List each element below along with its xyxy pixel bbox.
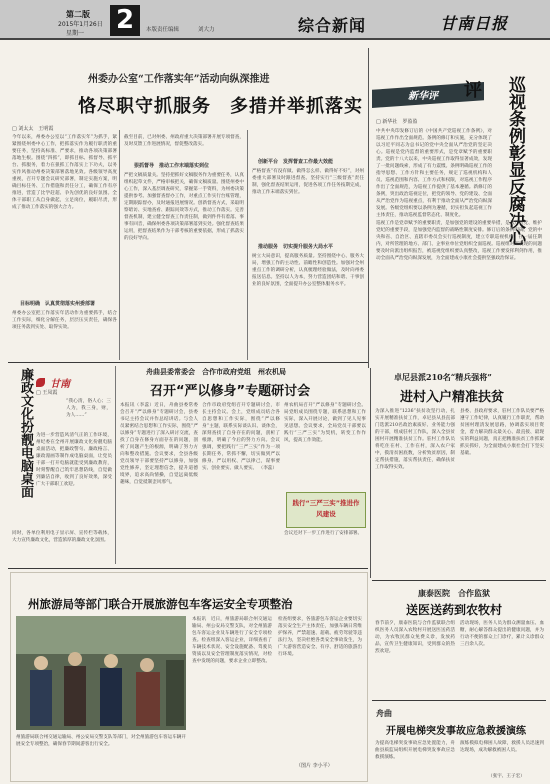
xinhua-headline-text: 巡视条例彰显反腐决心 (505, 76, 525, 246)
zhouqu-kicker: 舟曲县委常委会 合作市政府党组 州农机局 (146, 367, 286, 376)
editor-name: 刘大力 (198, 27, 215, 33)
lead-body-col2: 截至目前，已对州委、州政府重大决策部署开展专项督查，及时反馈工作进展情况，督促整改落实。 (124, 135, 244, 147)
section-title: 综合新闻 (298, 16, 367, 35)
zhuoni-headline: 进村入户精准扶贫 (400, 390, 505, 405)
lianzheng-body-wide: 同时，各单位利用电子显示屏、宣传栏等载体，大力宣传廉政文化，营造浓厚的廉政文化氛围。 (12, 531, 112, 543)
lianzheng-quote: “我心清，俗人心；三人为，我三身，财，为人……” (66, 399, 111, 418)
kangle-kicker: 康泰医院 合作监狱 (418, 588, 490, 598)
gannan-leaf-icon (36, 378, 45, 387)
tourism-body-col2: 本报讯 近日，州旅游局联合州交通运输局、州公安局交警支队，对全州旅游包车客运企业及车辆进行了安全专项检查。检查组深入客运企业，详细查看了车辆技术状况、安全设施配备、驾驶员资质以及安全管理制度落实情况，对检查中发现的问题，要求企业立即整改。 (192, 617, 272, 664)
lead-body-col1b: 州委办公室把工作落实年活动作为重要抓手，结合工作实际，细化分解任务，层层压实责任，确保各项任务落到实处、取得实效。 (12, 311, 117, 330)
kangle-headline: 送医送药到农牧村 (406, 603, 503, 617)
tourism-headline: 州旅游局等部门联合开展旅游包车客运安全专项整治 (28, 597, 293, 611)
person-figure (68, 652, 82, 666)
lianzheng-title-text: 廉政文化扮靓电脑桌面 (18, 368, 33, 498)
zhouqu-body-col2: 合作市政府党组召开专题研讨会，市长主持会议。会上，党组成员结合各自思想和工作实际，围绕“严以修身”主题，联系实际谈认识、谈体会，深刻查找了自身存在的问题，剖析了根源，明确了今后的努力方向。会议强调，要把践行“三严三实”作为一项长期任务，常抓不懈，切实做到严以修身、严以用权、严以律己，谋事要实、创业要实、做人要实。 （李蕊） (202, 403, 280, 471)
zhuoni-kicker: 卓尼县派210名“精兵强将” (394, 372, 492, 382)
weekday: 星期一 (66, 30, 85, 37)
lead-sub2: 狠抓督导 推动工作末端落实到位 (134, 163, 210, 169)
zhouqu-body-col3: 州农机局召开“严以修身”专题研讨会。局党组成员围绕专题，联系思想和工作实际，深入开展讨论，做到了见人见事见思想。会议要求，全局党员干部要以践行“三严三实”为契机，转变工作作风，提高工作效能。 (284, 403, 366, 443)
tourism-body-col3: 检查组要求，各旅游包车客运企业要切实落实安全生产主体责任，加强车辆日常维护保养，严禁超速、超载、疲劳驾驶等违法行为，坚决杜绝各类安全事故发生，为广大游客营造安全、有序、舒适的旅游出行环境。 (278, 617, 362, 657)
masthead-rule (0, 38, 550, 40)
lianzheng-byline: □ 王凤霞 (36, 390, 58, 396)
zhuoni-body-col2: 县委、县政府要求，驻村工作队员要严格遵守工作纪律，认真履行工作职责，帮助贫困村理清发展思路，协调落实项目资金，着力解决群众最关心、最直接、最现实的利益问题，真正把精准扶贫工作抓紧抓实抓好，为全面建成小康社会打下坚实基础。 (460, 409, 544, 456)
lead-body-col3b: 树立大局意识，提高服务质量。坚持围绕中心、服务大局，增强工作的主动性、前瞻性和创造性。加强对全州重点工作的调研分析，认真梳理经验做法，及时向州委报送信息。坚持以人为本，努力营造团结和谐、干事创业的良好氛围，全面提升办公室整体服务水平。 (252, 254, 364, 287)
zhouqu-stamp-text: 践行“三严三实”推进作风建设 (292, 499, 360, 518)
editor-label: 本版责任编辑 (146, 27, 180, 33)
page-number-box (110, 5, 140, 36)
tourism-body-col1: 州旅游局联合州交通运输局、州公安局交警支队等部门，对全州旅游包车客运车辆开展安全专项整治，确保春节期间游客出行安全。 (16, 735, 186, 747)
xinhua-byline: □ 新华社 罗盈盈 (376, 119, 418, 125)
zhouqu-stamp (286, 492, 366, 528)
kangle-body-col1: 春节前夕，康泰医院与合作监狱联合组织医务人员深入农牧村开展送医送药活动，为农牧民群众免费义诊，发放药品，宣传卫生健康知识，受到群众的热烈欢迎。 (375, 621, 455, 654)
lead-sub1: 目标明确 认真贯彻落实州委部署 (20, 301, 96, 307)
issue-date: 2015年1月26日 (58, 21, 103, 28)
lead-body-col3: 严格督查“有没有做、做得怎么样、做得好不好”，对州委重大部署及时跟进督查。坚持实行“三级督查”责任制，强化督查结果运用，促进各项工作任务按期完成，推动工作末端落实到位。 (252, 169, 364, 195)
lead-sub3: 创新平台 发挥督查工作最大效能 (258, 159, 334, 165)
lead-sub4: 推动服务 切实提升服务大局水平 (258, 244, 334, 250)
tourism-photo-credit: （图片 李小平） (296, 763, 333, 769)
zhouqu-brief-headline: 开展电梯突发事故应急救援演练 (386, 726, 526, 737)
paper-logo: 甘南日报 (440, 14, 509, 33)
person-figure (140, 658, 154, 672)
tourism-photo (16, 616, 186, 730)
person-figure (34, 656, 48, 670)
edition-label: 第二版 (66, 10, 90, 19)
lianzheng-brand-text: 甘南 (50, 379, 71, 390)
lianzheng-title (12, 368, 34, 528)
lead-body-col2b: 严把文稿质量关。坚持把抓好文稿服务作为重要任务，认真组织起草文件，严格审核把关，确保文稿质量。围绕州委中心工作，深入基层调查研究，掌握第一手资料，为州委决策提供参考。加强督查督办工作，对重点工作实行台账管理，定期跟踪督办，及时通报进展情况。创新督查方式，采取明察暗访、实地查看、跟踪问效等方式，推动工作落实。完善督查机制，建立健全督查工作责任制，做到件件有着落、事事有回音，确保州委各项决策部署落到实处。强化督查结果运用，把督查结果作为干部考核的重要依据，形成了抓落实的良好导向。 (124, 173, 244, 241)
person-figure (104, 654, 118, 668)
lead-kicker: 州委办公室“工作落实年”活动向纵深推进 (88, 74, 270, 85)
zhuoni-body-col1: 为深入推进“1236”扶贫攻坚行动，扎实开展精准扶贫工作，卓尼县从县直部门选派210名政治素质好、业务能力强的干部，组成驻村工作队，深入全县贫困村开展精准扶贫工作。驻村工作队员将吃住在村、工作在村，深入农户家中，摸清贫困底数，分析致贫原因，制定帮扶措施，落实帮扶责任，确保扶贫工作取得实效。 (375, 409, 455, 470)
zhouqu-brief-body-col2: 演练模拟电梯困人故障，救援人员迅速到达现场，成功解救被困人员。 (460, 741, 544, 753)
zhouqu-brief-kicker: 舟曲 (376, 708, 392, 718)
ink-brush-icon: 评 (464, 80, 482, 101)
xinhua-banner-label: 新华评 (408, 91, 438, 102)
zhouqu-headline: 召开“严以修身”专题研讨会 (150, 384, 311, 399)
lianzheng-body: 为进一步营造风清气正的工作环境，州纪委在全州开展廉政文化扮靓电脑桌面活动，把廉政警句、廉政格言、廉政漫画等制作成电脑桌面，让党员干部一打开电脑就能受到廉政教育，时刻警醒自己筑牢思想防线，自觉做到廉洁自律，收到了良好效果，深受广大干部职工欢迎。 (36, 433, 112, 487)
xinhua-body-lower: 巡视工作是党章赋予的重要职责，是加强党的建设的重要举措，是从严治党、维护党纪的重要手段，是加强党内监督的战略性制度安排。修订后的条例明确，党的中央和省、自治区、直辖市委员会实行巡视制度，建立专职巡视机构，在一届任期内，对所管理的地方、部门、企事业单位党组织全面巡视。巡视组对所发现的问题要及时向派出组织报告，被巡视党组织要认真整改，巡视工作要发挥利剑作用，推动全面从严治党向纵深发展，为全面建成小康社会提供坚强政治保证。 (376, 221, 542, 261)
lead-body-col1: 今年以来，州委办公室以“工作落实年”为抓手，紧紧围绕州委中心工作，把抓落实作为履行职责的重要任务，坚持高标准、严要求，推动各项决策部署落地生根。围绕“四抓”，即抓目标、抓督导、抓平台、抓服务，着力在狠抓工作落实上下功夫，以务实作风推动州委决策部署落地见效。各级领导高度重视，召开专题会议研究部署，制定实施方案，明确目标任务、工作措施和责任分工，确保工作有序推进，营造了比学赶超、争先创优的良好氛围。全体干部职工从自身做起，立足岗位，履职尽责，形成了推动工作落实的强大合力。 (12, 135, 117, 210)
page-number: 2 (115, 5, 135, 35)
lead-byline: □ 刘太太 王明霞 (12, 126, 54, 132)
masthead (0, 0, 550, 40)
zhouqu-brief-credit: （张宇、王子宏） (488, 774, 525, 779)
zhouqu-photo-credit: （李蕊） (258, 466, 277, 471)
kangle-body-col2: 活动现场，医务人员为群众测量血压、血糖，耐心解答群众提出的健康问题，并为行动不便的群众上门诊疗，累计义诊群众三百余人次。 (460, 621, 544, 647)
zhouqu-body-col1: 本报讯（李蕊）近日，舟曲县委常委会召开“严以修身”专题研讨会，县委书记主持会议并作总结讲话。与会人员紧密结合思想和工作实际，围绕“严以修身”专题进行了深入研讨交流，查找了自身在修身方面存在的问题，剖析了问题产生的根源，明确了努力方向和整改措施。会议要求，全县各级党员领导干部要坚持严以修身，加强党性修养，坚定理想信念，提升道德境界，追求高尚情操，自觉远离低级趣味，自觉抵制歪风邪气。 (120, 403, 198, 485)
lead-headline: 恪尽职守抓服务 多措并举抓落实 (78, 96, 363, 117)
xinhua-body: 中共中央印发修订后的《中国共产党巡视工作条例》，对巡视工作作出全面规范。条例的修订和实施，充分体现了以习近平同志为总书记的党中央全面从严治党的坚定决心。巡视是党内监督的重要形式，是党章赋予的重要职责。党的十八大以来，中央巡视工作取得显著成效，发现了一批问题线索，形成了有力震慑。条例明确巡视工作的指导思想、工作方针和主要任务，规定了巡视机构和人员、巡视范围和内容、工作方式和权限，对巡视工作程序作出了全面规范，为巡视工作提供了基本遵循。新修订的条例，突出政治巡视定位，把党的领导、党的建设、全面从严治党作为巡视重点，有利于推动全面从严治党向纵深发展。各级党组织要以条例为遵循，切实担负起巡视工作主体责任，推动巡视监督常态化、制度化。 (376, 129, 492, 218)
zhouqu-brief-body-col1: 为提高电梯突发事故应急处置能力，舟曲县质监局组织开展电梯突发事故应急救援演练。 (375, 741, 455, 760)
zhouqu-body-col3b: 会议还对下一步工作进行了安排部署。 (284, 531, 363, 536)
